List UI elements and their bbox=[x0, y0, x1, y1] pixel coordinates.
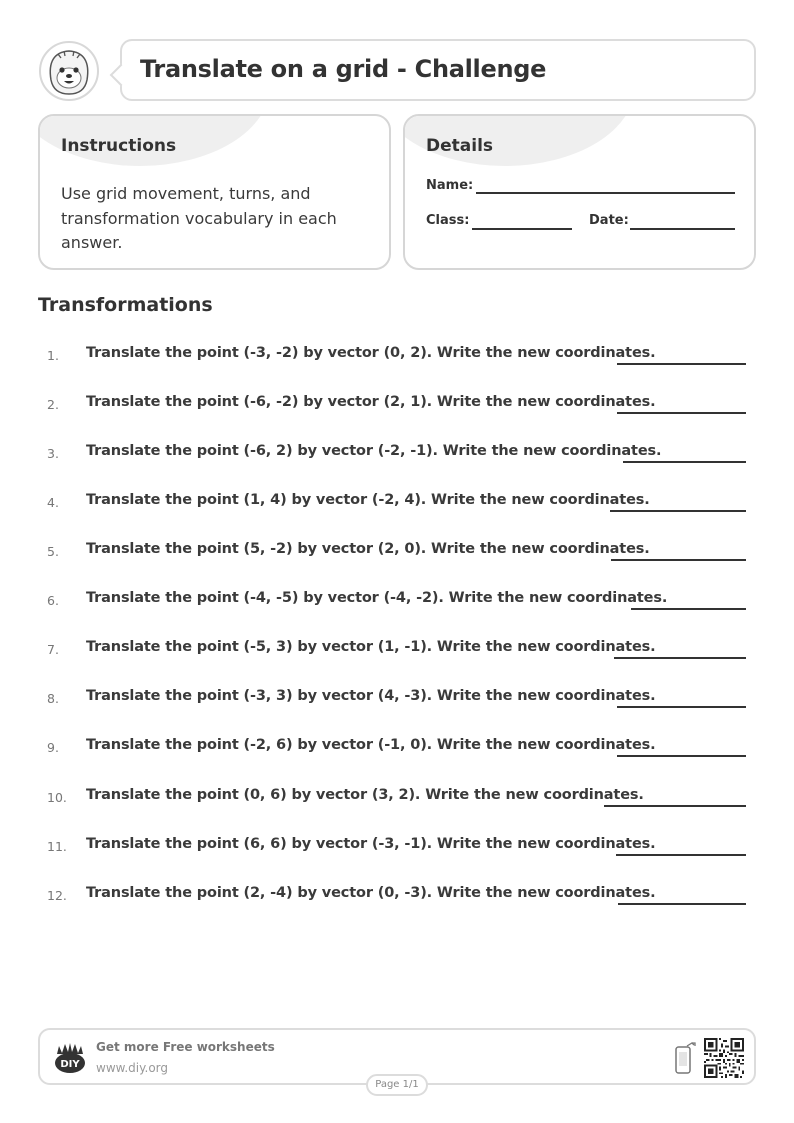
question-item bbox=[0, 342, 794, 366]
mascot-icon bbox=[38, 40, 100, 102]
date-label: Date: bbox=[589, 213, 629, 228]
question-item bbox=[0, 489, 794, 513]
question-text: Translate the point (1, 4) by vector (-2, 4). Write the new coordinates. bbox=[86, 492, 650, 508]
question-number: 9. bbox=[47, 740, 59, 755]
page-indicator: Page 1/1 bbox=[366, 1074, 428, 1096]
question-number: 10. bbox=[47, 790, 67, 805]
page-title: Translate on a grid - Challenge bbox=[140, 55, 547, 83]
details-heading: Details bbox=[426, 136, 494, 156]
question-text: Translate the point (-2, 6) by vector (-1, 0). Write the new coordinates. bbox=[86, 737, 656, 753]
answer-line[interactable] bbox=[611, 559, 746, 561]
question-number: 7. bbox=[47, 642, 59, 657]
instructions-text: Use grid movement, turns, and transformation vocabulary in each answer. bbox=[61, 184, 337, 252]
phone-icon bbox=[674, 1042, 696, 1076]
qr-code-icon[interactable] bbox=[704, 1038, 744, 1078]
question-number: 5. bbox=[47, 544, 59, 559]
question-text: Translate the point (-3, 3) by vector (4, -3). Write the new coordinates. bbox=[86, 688, 656, 704]
answer-line[interactable] bbox=[604, 805, 746, 807]
question-item bbox=[0, 636, 794, 660]
answer-line[interactable] bbox=[623, 461, 746, 463]
question-item bbox=[0, 440, 794, 464]
question-item bbox=[0, 538, 794, 562]
question-number: 2. bbox=[47, 397, 59, 412]
question-item bbox=[0, 833, 794, 857]
question-number: 12. bbox=[47, 888, 67, 903]
question-text: Translate the point (5, -2) by vector (2, 0). Write the new coordinates. bbox=[86, 541, 650, 557]
question-text: Translate the point (2, -4) by vector (0, -3). Write the new coordinates. bbox=[86, 885, 656, 901]
answer-line[interactable] bbox=[616, 854, 746, 856]
question-item bbox=[0, 734, 794, 758]
answer-line[interactable] bbox=[610, 510, 746, 512]
answer-line[interactable] bbox=[618, 903, 746, 905]
question-number: 6. bbox=[47, 593, 59, 608]
footer-url-link[interactable]: www.diy.org bbox=[96, 1061, 168, 1075]
question-text: Translate the point (-5, 3) by vector (1, -1). Write the new coordinates. bbox=[86, 639, 656, 655]
question-text: Translate the point (-6, 2) by vector (-2, -1). Write the new coordinates. bbox=[86, 443, 662, 459]
question-number: 3. bbox=[47, 446, 59, 461]
instructions-heading: Instructions bbox=[61, 136, 177, 156]
details-panel bbox=[403, 114, 756, 270]
question-number: 4. bbox=[47, 495, 59, 510]
title-box bbox=[120, 39, 756, 101]
question-item bbox=[0, 587, 794, 611]
question-item bbox=[0, 784, 794, 808]
question-text: Translate the point (6, 6) by vector (-3, -1). Write the new coordinates. bbox=[86, 836, 656, 852]
question-text: Translate the point (-4, -5) by vector (-4, -2). Write the new coordinates. bbox=[86, 590, 668, 606]
answer-line[interactable] bbox=[614, 657, 746, 659]
question-number: 11. bbox=[47, 839, 67, 854]
class-field[interactable] bbox=[472, 228, 572, 230]
date-field[interactable] bbox=[630, 228, 735, 230]
instructions-panel bbox=[38, 114, 391, 270]
question-text: Translate the point (-6, -2) by vector (2, 1). Write the new coordinates. bbox=[86, 394, 656, 410]
question-text: Translate the point (0, 6) by vector (3, 2). Write the new coordinates. bbox=[86, 787, 644, 803]
answer-line[interactable] bbox=[617, 706, 746, 708]
name-label: Name: bbox=[426, 178, 474, 193]
question-item bbox=[0, 391, 794, 415]
question-item bbox=[0, 685, 794, 709]
question-number: 1. bbox=[47, 348, 59, 363]
answer-line[interactable] bbox=[617, 412, 746, 414]
logo-text: DIY bbox=[60, 1059, 80, 1070]
answer-line[interactable] bbox=[631, 608, 746, 610]
answer-line[interactable] bbox=[617, 363, 746, 365]
answer-line[interactable] bbox=[617, 755, 746, 757]
question-number: 8. bbox=[47, 691, 59, 706]
question-text: Translate the point (-3, -2) by vector (0, 2). Write the new coordinates. bbox=[86, 345, 656, 361]
section-title: Transformations bbox=[38, 294, 213, 316]
name-field[interactable] bbox=[476, 192, 735, 194]
question-item bbox=[0, 882, 794, 906]
diy-logo-icon bbox=[53, 1042, 87, 1074]
class-label: Class: bbox=[426, 213, 470, 228]
footer-promo-text: Get more Free worksheets bbox=[96, 1040, 275, 1054]
